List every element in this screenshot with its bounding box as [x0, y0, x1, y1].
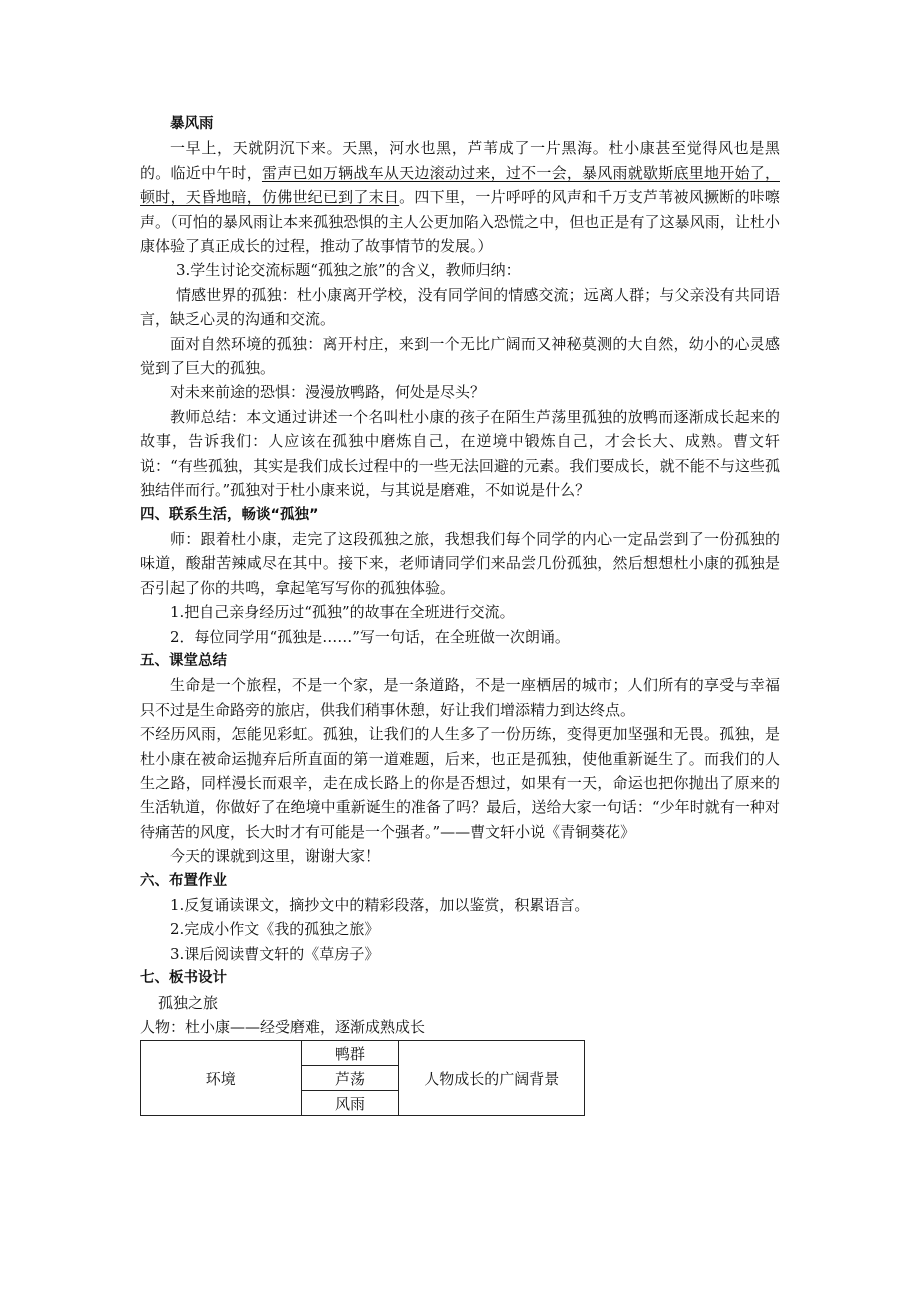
nature-loneliness: 面对自然环境的孤独：离开村庄，来到一个无比广阔而又神秘莫测的大自然，幼小的心灵感觉到了巨大的孤独。 [140, 334, 780, 378]
homework-item-3: 3.课后阅读曹文轩的《草房子》 [170, 944, 380, 963]
table-background-cell: 人物成长的广阔背景 [399, 1041, 585, 1116]
storm-text-1: 一早上，天就阴沉下来。天黑，河水也黑，芦苇成了一片黑海。杜小康甚至觉得风也是黑的。临近中午时， [140, 139, 780, 182]
board-design-table [140, 1040, 585, 1116]
document-page [140, 112, 780, 1116]
section6-heading: 六、布置作业 [140, 872, 227, 889]
section4-item-2: 2．每位同学用“孤独是……”写一句话，在全班做一次朗诵。 [170, 627, 570, 646]
table-item-ducks: 鸭群 [301, 1041, 399, 1066]
emotional-loneliness: 情感世界的孤独：杜小康离开学校，没有同学间的情感交流；远离人群；与父亲没有共同语言，缺乏心灵的沟通和交流。 [140, 285, 780, 329]
table-item-storm: 风雨 [301, 1091, 399, 1116]
future-fear: 对未来前途的恐惧：漫漫放鸭路，何处是尽头？ [170, 383, 486, 402]
storm-heading: 暴风雨 [170, 116, 214, 132]
section7-heading: 七、板书设计 [140, 970, 227, 987]
homework-item-2: 2.完成小作文《我的孤独之旅》 [170, 920, 380, 939]
section4-teacher-text: 师：跟着杜小康，走完了这段孤独之旅，我想我们每个同学的内心一定品尝到了一份孤独的味道，酸甜苦辣咸尽在其中。接下来，老师请同学们来品尝几份孤独，然后想想杜小康的孤独是否引起了你的共鸣，拿起笔写写你的孤独体验。 [140, 529, 780, 597]
board-title: 孤独之旅 [158, 993, 219, 1012]
table-item-reeds: 芦荡 [301, 1066, 399, 1091]
section4-heading: 四、联系生活，畅谈“孤独” [140, 506, 319, 523]
discussion-intro: 3.学生讨论交流标题“孤独之旅”的含义，教师归纳： [176, 261, 521, 280]
storm-paragraph [140, 136, 780, 258]
section4-item-1: 1.把自己亲身经历过“孤独”的故事在全班进行交流。 [170, 603, 515, 622]
teacher-summary: 教师总结：本文通过讲述一个名叫杜小康的孩子在陌生芦荡里孤独的放鸭而逐渐成长起来的故事，告诉我们：人应该在孤独中磨炼自己，在逆境中锻炼自己，才会长大、成熟。曹文轩说：“有些孤独，其实是我们成长过程中的一些无法回避的元素。我们要成长，就不能不与这些孤独结伴而行。”孤独对于杜小康来说，与其说是磨难，不如说是什么？ [140, 407, 780, 500]
section5-para-1: 生命是一个旅程，不是一个家，是一条道路，不是一座栖居的城市；人们所有的享受与幸福只不过是生命路旁的旅店，供我们稍事休憩，好让我们增添精力到达终点。 [140, 676, 780, 719]
homework-item-1: 1.反复诵读课文，摘抄文中的精彩段落，加以鉴赏，积累语言。 [170, 896, 590, 914]
storm-underlined-text: 雷声已如万辆战车从天边滚动过来，过不一会，暴风雨就歇斯底里地开始了，顿时，天昏地暗，仿佛世纪已到了末日 [140, 163, 780, 207]
table-environment-cell: 环境 [141, 1041, 302, 1116]
section5-closing: 今天的课就到这里，谢谢大家！ [170, 847, 381, 866]
board-character: 人物：杜小康——经受磨难，逐渐成熟成长 [140, 1018, 426, 1037]
section5-para-2: 不经历风雨，怎能见彩虹。孤独，让我们的人生多了一份历练，变得更加坚强和无畏。孤独，是杜小康在被命运抛弃后所直面的第一道难题，后来，也正是孤独，使他重新诞生了。而我们的人生之路，同样漫长而艰辛，走在成长路上的你是否想过，如果有一天，命运也把你抛出了原来的生活轨道，你做好了在绝境中重新诞生的准备了吗？最后，送给大家一句话：“少年时就有一种对待痛苦的风度，长大时才有可能是一个强者。”——曹文轩小说《青铜葵花》 [140, 725, 780, 841]
section5-heading: 五、课堂总结 [140, 652, 227, 669]
storm-text-2: 。四下里，一片呼呼的风声和千万支芦苇被风撅断的咔嚓声。（可怕的暴风雨让本来孤独恐惧的主人公更加陷入恐慌之中，但也正是有了这暴风雨，让杜小康体验了真正成长的过程，推动了故事情节的发展。） [140, 188, 780, 256]
